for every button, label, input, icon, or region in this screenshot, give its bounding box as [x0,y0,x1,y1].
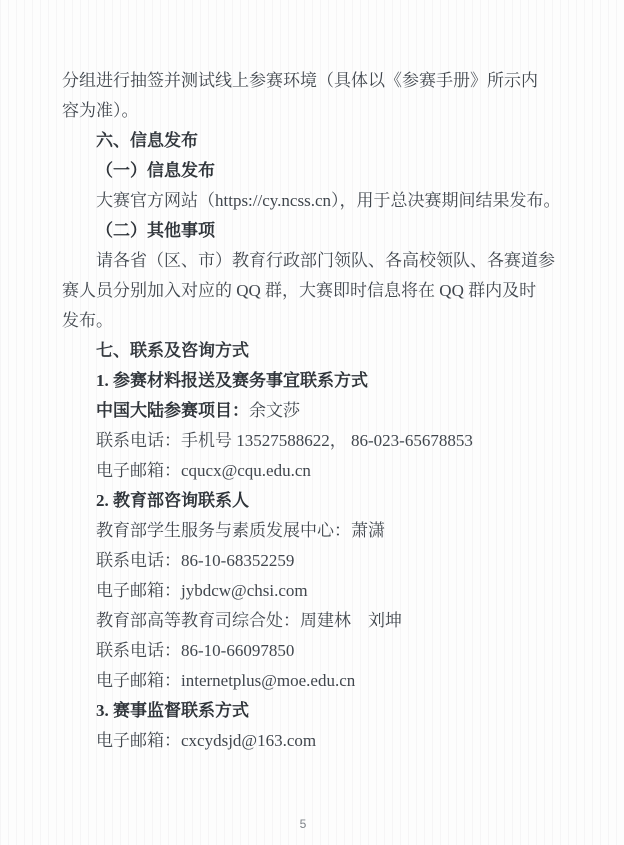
subheading-other-matters: （二）其他事项 [96,221,215,240]
paragraph-line: 分组进行抽签并测试线上参赛环境（具体以《参赛手册》所示内 [62,71,538,90]
paragraph-line: 赛人员分别加入对应的 QQ 群，大赛即时信息将在 QQ 群内及时 [62,281,537,300]
contact-email-line: 电子邮箱：cqucx@cqu.edu.cn [96,461,311,480]
subheading-supervision-contact: 3. 赛事监督联系方式 [96,701,249,720]
document-body [62,66,567,756]
contact-project-line [62,396,567,426]
contact-phone-line: 联系电话：86-10-66097850 [96,641,295,660]
paragraph-line: 大赛官方网站（https://cy.ncss.cn），用于总决赛期间结果发布。 [96,191,561,210]
heading-section-7: 七、联系及咨询方式 [96,341,249,360]
contact-email-line: 电子邮箱：cxcydsjd@163.com [96,731,317,750]
contact-phone-line: 联系电话：86-10-68352259 [96,551,295,570]
contact-email-line: 电子邮箱：internetplus@moe.edu.cn [96,671,356,690]
page-number: 5 [299,817,307,831]
paragraph-line: 发布。 [62,311,113,330]
contact-person-line: 教育部学生服务与素质发展中心：萧潇 [96,521,385,540]
subheading-info-release: （一）信息发布 [96,161,215,180]
subheading-moe-contacts: 2. 教育部咨询联系人 [96,491,249,510]
contact-email-line: 电子邮箱：jybdcw@chsi.com [96,581,308,600]
heading-section-6: 六、信息发布 [96,131,198,150]
contact-phone-line: 联系电话：手机号 13527588622， 86-023-65678853 [96,431,473,450]
contact-person-line: 教育部高等教育司综合处：周建林 刘坤 [96,611,402,630]
paragraph-line: 请各省（区、市）教育行政部门领队、各高校领队、各赛道参 [96,251,555,270]
contact-project-value: 余文莎 [249,401,300,420]
contact-project-label: 中国大陆参赛项目： [96,401,249,420]
paragraph-line: 容为准）。 [62,101,139,120]
subheading-contact-materials: 1. 参赛材料报送及赛务事宜联系方式 [96,371,368,390]
